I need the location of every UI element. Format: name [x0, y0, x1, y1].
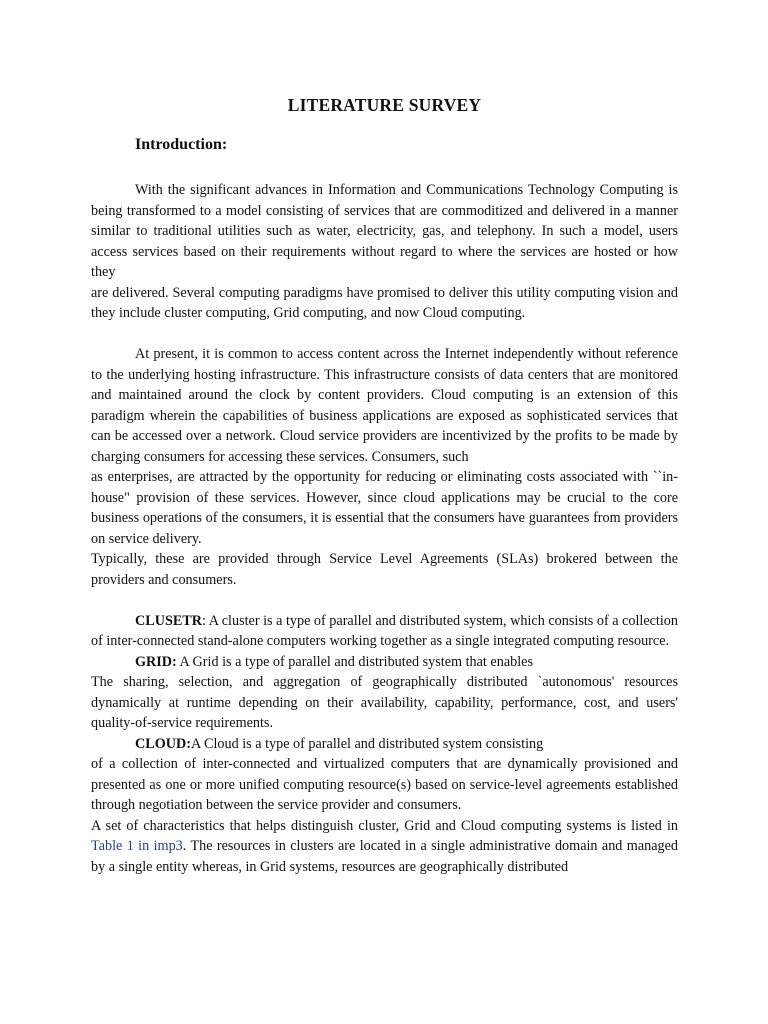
paragraph-gap: [91, 324, 678, 345]
paragraph-characteristics: [91, 816, 678, 878]
definition-grid: [91, 652, 678, 673]
definition-cluster: [91, 611, 678, 652]
characteristics-text-start: A set of characteristics that helps distinguish cluster, Grid and Cloud computing systems is listed in: [91, 817, 678, 834]
definition-cloud-continued: of a collection of inter-connected and virtualized computers that are dynamically provisioned and presented as one or more unified computing resource(s) based on service-level agreements established through negotiation between the service provider and consumers.: [91, 756, 678, 813]
table-reference-link[interactable]: Table 1 in imp3: [91, 838, 183, 854]
definition-cluster-text: : A cluster is a type of parallel and distributed system, which consists of a collection of inter-connected stand-alone computers working together as a single integrated computing resource.: [91, 612, 678, 649]
document-title: LITERATURE SURVEY: [287, 95, 482, 115]
definition-grid-continued: The sharing, selection, and aggregation of geographically distributed `autonomous' resources dynamically at runtime depending on their availability, capability, performance, cost, and users' quality-of-service requirements.: [91, 674, 678, 731]
paragraph-sla: Typically, these are provided through Service Level Agreements (SLAs) brokered between the providers and consumers.: [91, 551, 678, 588]
paragraph-gap: [91, 590, 678, 611]
paragraph-intro-continued: are delivered. Several computing paradigms have promised to deliver this utility computing vision and they include cluster computing, Grid computing, and now Cloud computing.: [91, 284, 678, 321]
document-body: [91, 180, 678, 877]
section-heading-introduction: Introduction:: [135, 136, 228, 153]
term-cluster: CLUSETR: [135, 612, 203, 629]
paragraph-intro: With the significant advances in Information and Communications Technology Computing is being transformed to a model consisting of services that are commoditized and delivered in a manner similar to traditional utilities such as water, electricity, gas, and telephony. In such a model, users access services based on their requirements without regard to where the services are hosted or how they: [91, 182, 678, 280]
definition-grid-text: A Grid is a type of parallel and distributed system that enables: [176, 653, 533, 670]
term-cloud: CLOUD:: [135, 735, 191, 752]
definition-cloud: [91, 734, 678, 755]
paragraph-present: At present, it is common to access content across the Internet independently without reference to the underlying hosting infrastructure. This infrastructure consists of data centers that are monitored and maintained around the clock by content providers. Cloud computing is an extension of this paradigm wherein the capabilities of business applications are exposed as sophisticated services that can be accessed over a network. Cloud service providers are incentivized by the profits to be made by charging consumers for accessing these services. Consumers, such: [91, 346, 678, 465]
paragraph-enterprises: as enterprises, are attracted by the opportunity for reducing or eliminating costs associated with ``in-house" provision of these services. However, since cloud applications may be crucial to the core business operations of the consumers, it is essential that the consumers have guarantees from providers on service delivery.: [91, 469, 678, 547]
term-grid: GRID:: [135, 653, 177, 670]
characteristics-text-end: . The resources in clusters are located in a single administrative domain and managed by a single entity whereas, in Grid systems, resources are geographically distributed: [91, 838, 678, 875]
definition-cloud-text: A Cloud is a type of parallel and distributed system consisting: [190, 735, 544, 752]
